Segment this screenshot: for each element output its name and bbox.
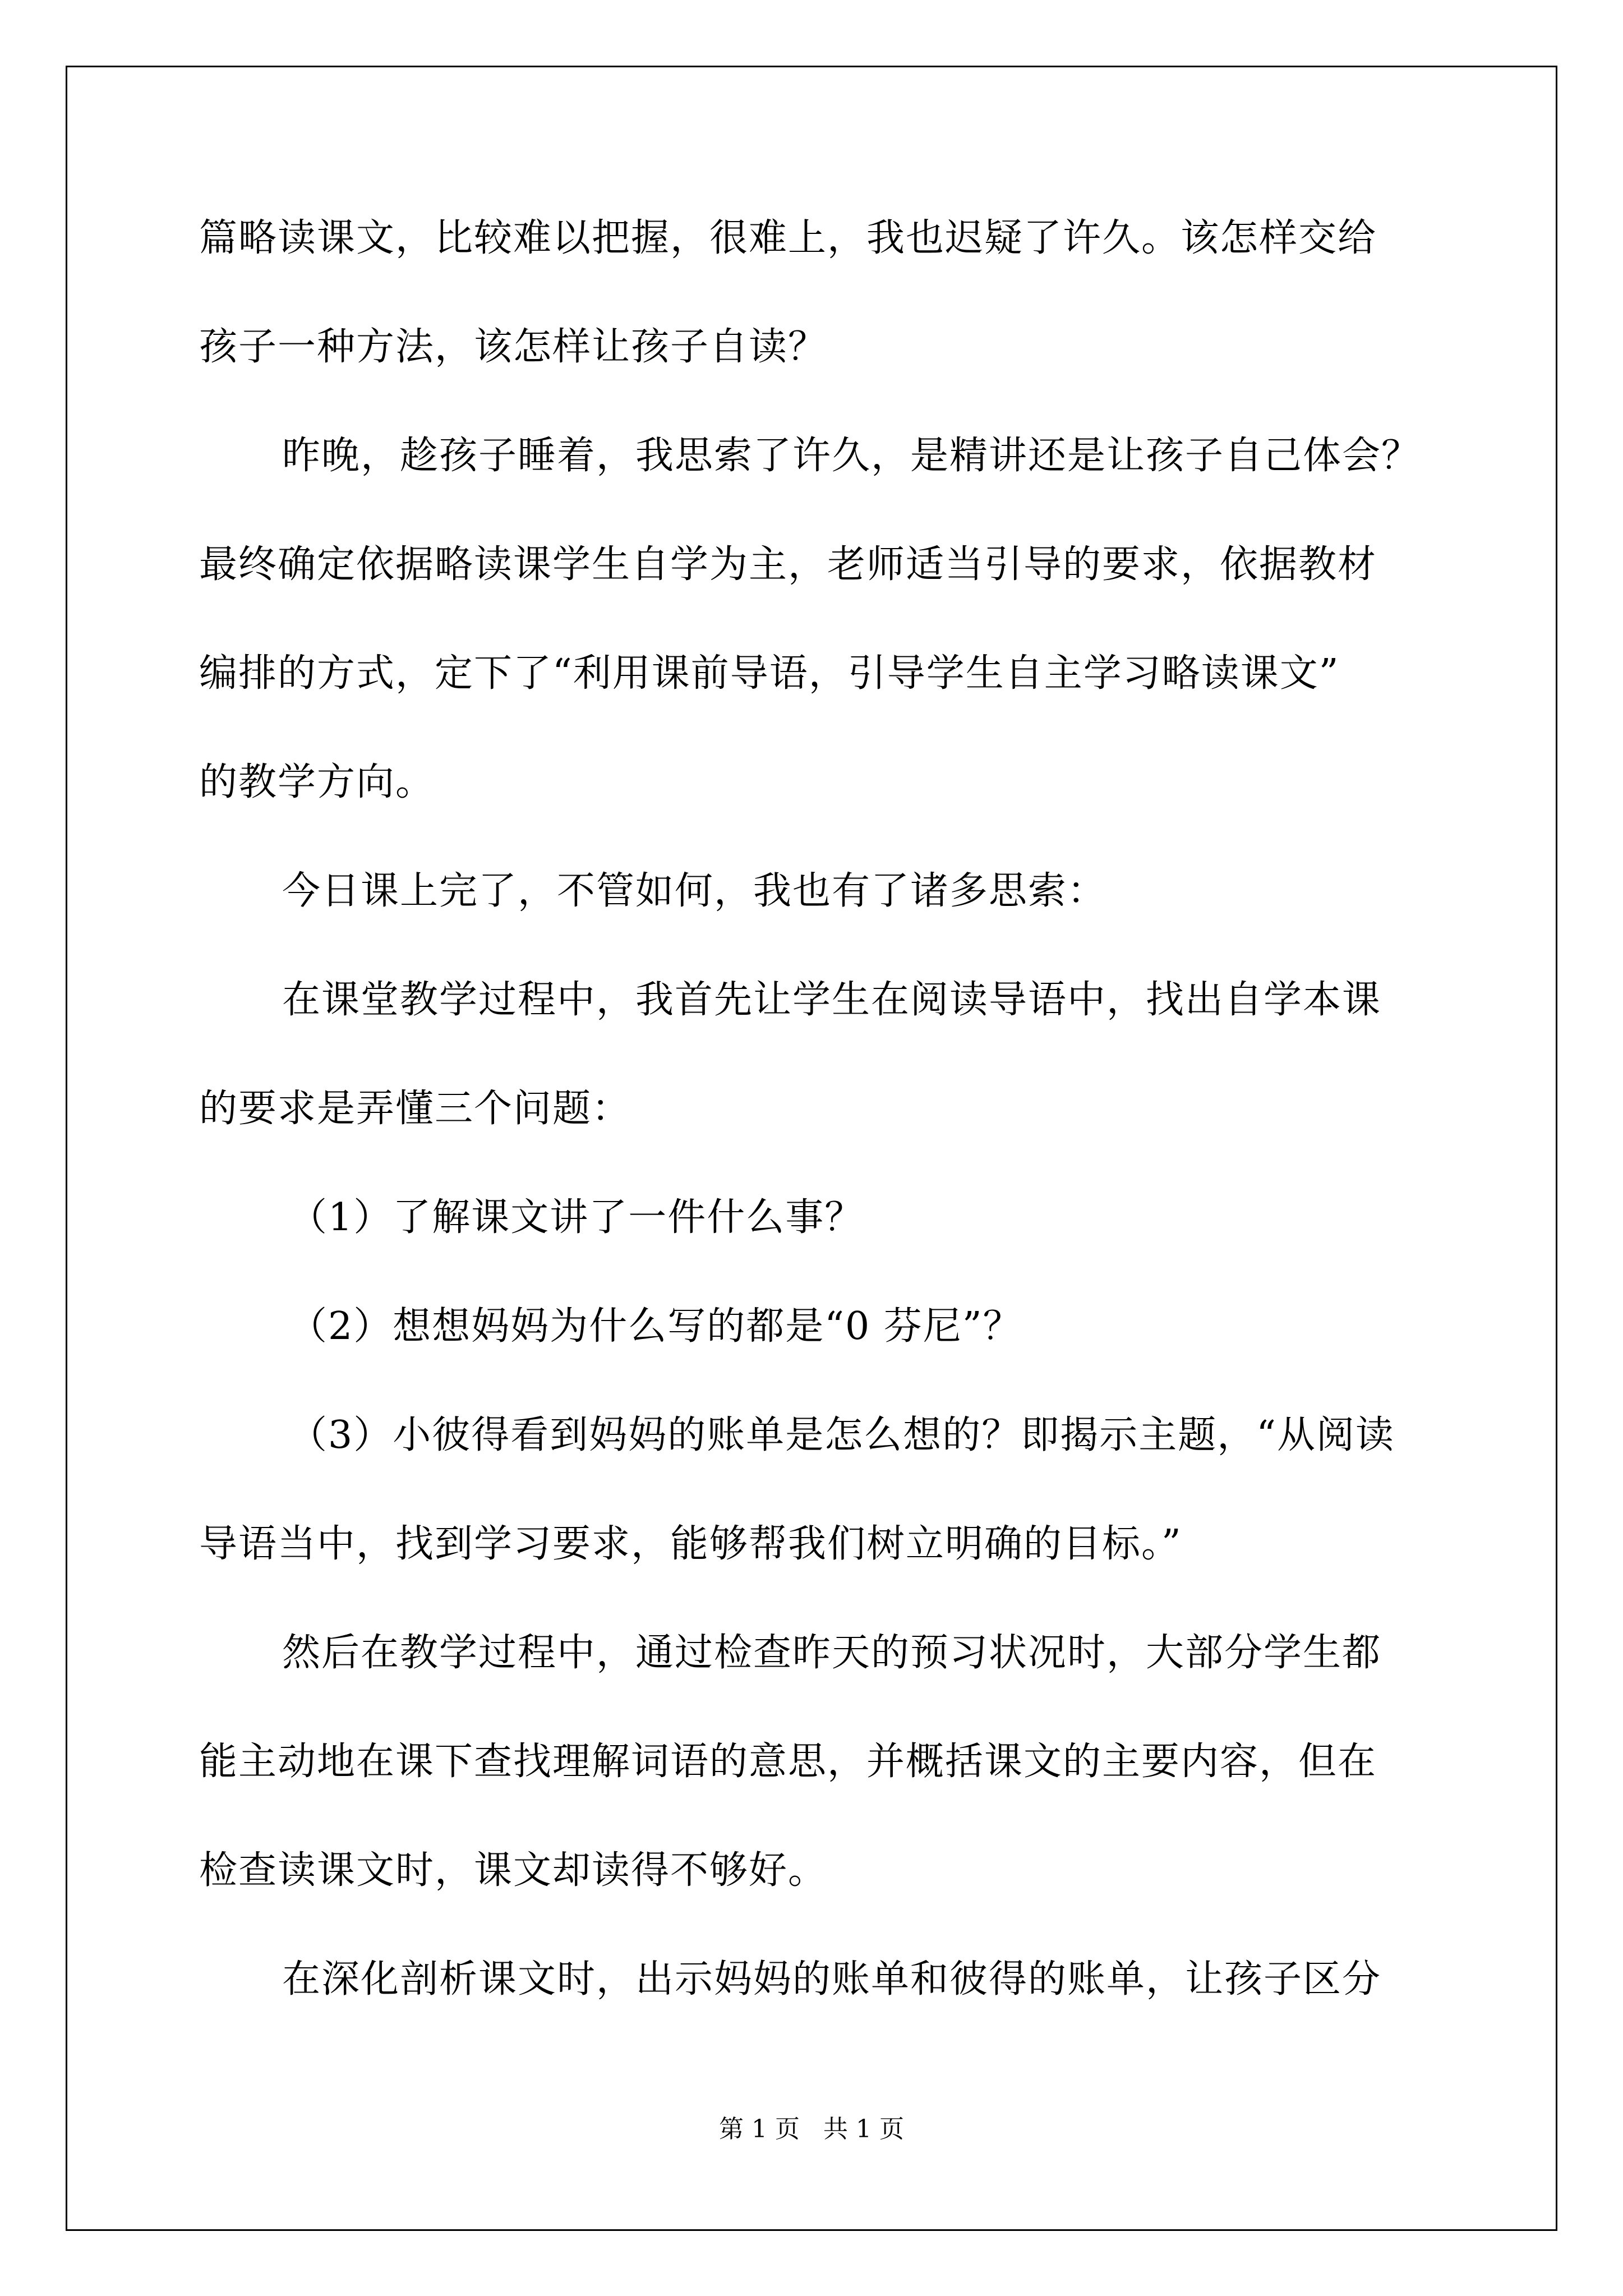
- paragraph-start: 昨晚，趁孩子睡着，我思索了许久，是精讲还是让孩子自己体会？: [282, 434, 1421, 478]
- text-line: 的教学方向。: [199, 760, 435, 804]
- list-item: （3）小彼得看到妈妈的账单是怎么想的？即揭示主题，“从阅读: [289, 1413, 1395, 1457]
- list-item: （2）想想妈妈为什么写的都是“0 芬尼”？: [289, 1304, 1022, 1349]
- text-line: 检查读课文时，课文却读得不够好。: [199, 1848, 828, 1893]
- paragraph-start: 在课堂教学过程中，我首先让学生在阅读导语中，找出自学本课: [282, 978, 1382, 1022]
- paragraph-start: 今日课上完了，不管如何，我也有了诸多思索：: [282, 869, 1107, 913]
- text-line: 孩子一种方法，该怎样让孩子自读？: [199, 325, 828, 369]
- list-item: （1）了解课文讲了一件什么事？: [289, 1195, 864, 1240]
- text-line: 篇略读课文，比较难以把握，很难上，我也迟疑了许久。该怎样交给: [199, 216, 1377, 260]
- paragraph-start: 在深化剖析课文时，出示妈妈的账单和彼得的账单，让孩子区分: [282, 1957, 1382, 2001]
- page-footer: 第 1 页 共 1 页: [719, 2115, 904, 2143]
- text-line: 能主动地在课下查找理解词语的意思，并概括课文的主要内容，但在: [199, 1740, 1377, 1784]
- text-line: 编排的方式，定下了“利用课前导语，引导学生自主学习略读课文”: [199, 651, 1340, 696]
- text-line: 最终确定依据略读课学生自学为主，老师适当引导的要求，依据教材: [199, 542, 1377, 587]
- text-line: 导语当中，找到学习要求，能够帮我们树立明确的目标。”: [199, 1522, 1182, 1566]
- text-line: 的要求是弄懂三个问题：: [199, 1087, 631, 1131]
- page-border: [66, 66, 1557, 2231]
- paragraph-start: 然后在教学过程中，通过检查昨天的预习状况时，大部分学生都: [282, 1631, 1382, 1675]
